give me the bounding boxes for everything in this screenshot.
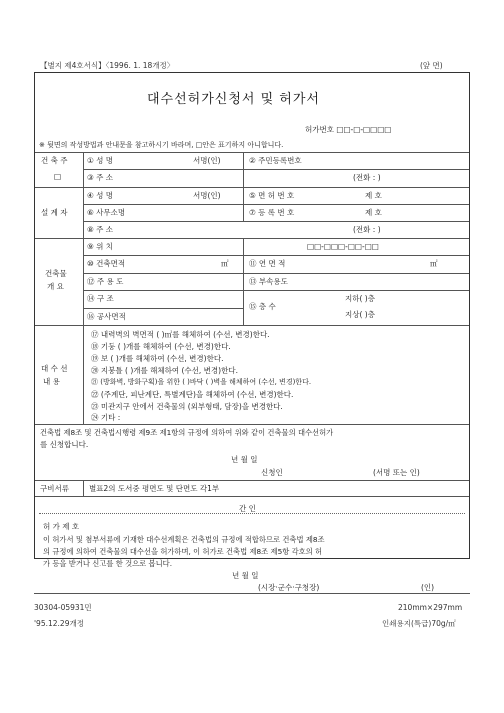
designer-address-label: ⑧ 주 소 [87, 225, 113, 234]
application-form [34, 72, 470, 568]
repair-item: ㉔ 기타 : [91, 413, 121, 422]
repair-item: ㉓ 미관지구 안에서 건축물의 (외부형태, 담장)을 변경한다. [91, 402, 283, 411]
floor-area-label: ⑪ 연 면 적 [249, 259, 286, 268]
floor-area-unit: ㎡ [430, 259, 438, 268]
owner-phone: (전화 : ) [353, 173, 381, 182]
location-label: ⑨ 위 치 [87, 242, 113, 251]
application-text-2: 를 신청합니다. [40, 440, 89, 449]
repair-label-1: 대 수 선 [41, 364, 68, 373]
main-use-label: ⑫ 주 용 도 [87, 277, 124, 286]
form-title: 대수선허가신청서 및 허가서 [147, 92, 320, 107]
construction-area-label: ⑯ 공사면적 [87, 312, 126, 321]
building-area-label: ⑩ 건축면적 [87, 259, 126, 268]
footer-paper: 인쇄용지(특급)70g/㎡ [382, 619, 456, 628]
designer-label: 설 계 자 [41, 208, 68, 217]
owner-sign: 서명(인) [193, 156, 221, 165]
designer-office-label: ⑥ 사무소명 [87, 208, 126, 217]
owner-regno-label: ② 주민등록번호 [249, 156, 302, 165]
designer-name-label: ④ 성 명 [87, 191, 113, 200]
building-label-2: 개 요 [47, 282, 64, 291]
owner-address-label: ③ 주 소 [87, 173, 113, 182]
aboveground-floors: 지상( )층 [345, 310, 375, 319]
attachment-content: 별표2의 도서중 평면도 및 단면도 각1부 [89, 484, 220, 493]
application-text-1: 건축법 제8조 및 건축법시행령 제9조 제1항의 규정에 의하여 위와 같이 건축물의 대수선허가 [40, 428, 334, 437]
floors-label: ⑮ 층 수 [249, 302, 276, 311]
designer-license-value: 제 호 [365, 191, 382, 200]
cut-line-label: 간 인 [233, 505, 262, 513]
owner-label: 건 축 주 [41, 156, 68, 165]
underground-floors: 지하( )층 [345, 294, 375, 303]
repair-item: ㉑ (방화벽, 방화구획)을 위한 ( )바닥 ( )벽을 해체하여 (수선, 변경)한다. [91, 378, 312, 386]
building-area-unit: ㎡ [221, 259, 229, 268]
permit-text-2: 의 규정에 의하여 건축물의 대수선을 허가하며, 이 허가로 건축법 제8조 제5항 각호의 허 [43, 547, 323, 556]
notice-text: ※ 뒷면의 작성방법과 안내문을 참고하시기 바라며, □안은 표기하지 아니합니다. [39, 141, 284, 149]
application-date: 년 월 일 [231, 455, 258, 464]
attachment-label: 구비서류 [40, 484, 69, 493]
permit-no-label: 허 가 제 호 [43, 522, 80, 531]
page-side: (앞 면) [420, 61, 443, 70]
permit-authority: (시장·군수·구청장) [258, 583, 320, 592]
form-number: 【별지 제4호서식】〈1996. 1. 18개정〉 [40, 61, 175, 70]
repair-item: ㉒ (주계단, 피난계단, 특별계단)을 해체하여 (수선, 변경)한다. [91, 390, 294, 399]
footer-revised: '95.12.29개정 [34, 619, 84, 628]
designer-license-label: ⑤ 면 허 번 호 [249, 191, 295, 200]
designer-reg-value: 제 호 [365, 208, 382, 217]
repair-item: ⑰ 내력벽의 벽면적 ( )㎡를 해체하여 (수선, 변경)한다. [91, 330, 270, 339]
permit-number: 허가번호 □□-□-□□□□ [305, 125, 392, 134]
designer-reg-label: ⑦ 등 록 번 호 [249, 208, 295, 217]
repair-label-2: 내 용 [43, 377, 60, 386]
designer-phone: (전화 : ) [353, 225, 381, 234]
applicant-label: 신청인 [261, 468, 283, 477]
structure-label: ⑭ 구 조 [87, 294, 114, 303]
repair-item: ⑳ 지붕틀 ( )개를 해체하여 (수선, 변경)한다. [91, 366, 238, 375]
owner-name-label: ① 성 명 [87, 156, 113, 165]
applicant-sign: (서명 또는 인) [373, 468, 420, 477]
location-code: □□-□□□-□□-□□ [307, 242, 379, 251]
permit-text-3: 가 등을 받거나 신고를 한 것으로 봅니다. [43, 559, 173, 568]
footer-size: 210mm×297mm [398, 603, 463, 612]
designer-sign: 서명(인) [193, 191, 221, 200]
permit-seal: (인) [421, 583, 435, 592]
permit-date: 년 월 일 [232, 571, 259, 580]
building-label-1: 건축물 [45, 269, 67, 278]
permit-text-1: 이 허가서 및 첨부서류에 기재한 대수선계획은 건축법의 규정에 적합하므로 건축법 제8조 [43, 535, 325, 544]
repair-item: ⑱ 기둥 ( )개를 해체하여 (수선, 변경)한다. [91, 342, 231, 351]
sub-use-label: ⑬ 부속용도 [249, 277, 288, 286]
owner-checkbox: □ [54, 172, 62, 181]
footer-code: 30304-05931민 [34, 603, 92, 612]
repair-item: ⑲ 보 ( )개를 해체하여 (수선, 변경)한다. [91, 354, 224, 363]
